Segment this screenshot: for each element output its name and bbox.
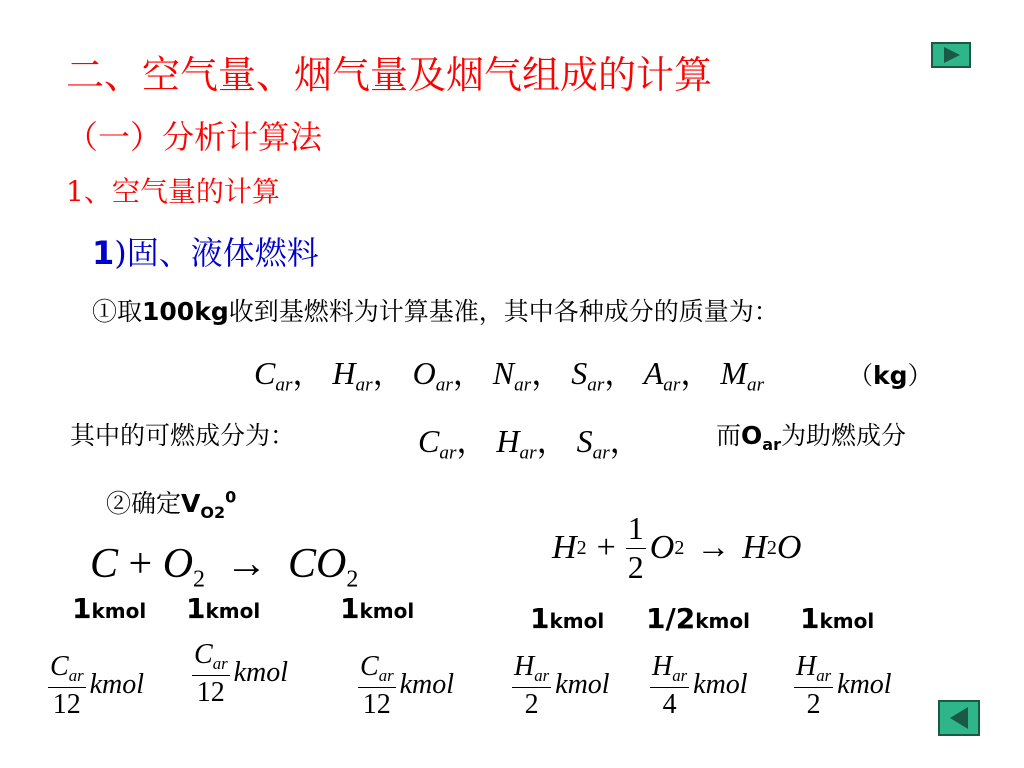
- item-1-prefix: ①取: [92, 297, 143, 326]
- kmol-h2o: 1kmol: [800, 602, 875, 635]
- unit-label: （kg）: [848, 361, 933, 390]
- fraction-h-2: $\frac{H_{ar}}{4}$ kmol: [652, 651, 748, 720]
- oxidant-note: 而$O_{ar}$为助燃成分: [716, 421, 906, 454]
- component-list: $C_{ar}$， $H_{ar}$， $O_{ar}$， $N_{ar}$， $S_{ar}$， $A_{ar}$， $M_{ar}$: [254, 355, 765, 396]
- sub-subsection-text: )固、液体燃料: [114, 234, 319, 272]
- play-left-icon: [940, 702, 978, 734]
- fraction-c-3: $\frac{C_{ar}}{12}$ kmol: [360, 651, 455, 720]
- fraction-h-1: $\frac{H_{ar}}{2}$ kmol: [514, 651, 610, 720]
- kmol-c: 1kmol: [72, 592, 147, 625]
- equation-carbon: $C + O_2 \to CO_2$: [90, 541, 359, 593]
- back-slide-button[interactable]: [938, 700, 980, 736]
- item-2-text: ②确定$V_{O2}^0$: [106, 487, 237, 522]
- item-1-bold: 100kg: [142, 297, 229, 326]
- sub-subsection-number: 1: [92, 234, 115, 272]
- slide-title: 二、空气量、烟气量及烟气组成的计算: [66, 53, 713, 97]
- kmol-co2: 1kmol: [340, 592, 415, 625]
- fraction-c-1: $\frac{C_{ar}}{12}$ kmol: [50, 651, 145, 720]
- kmol-o2: 1kmol: [186, 592, 261, 625]
- kmol-h2: 1kmol: [530, 602, 605, 635]
- item-1-rest: 收到基燃料为计算基准，其中各种成分的质量为：: [228, 297, 779, 326]
- next-slide-button[interactable]: [931, 42, 971, 68]
- fraction-h-3: $\frac{H_{ar}}{2}$ kmol: [796, 651, 892, 720]
- combustible-list: $C_{ar}$， $H_{ar}$， $S_{ar}$，: [418, 423, 642, 464]
- half-fraction: $\frac{1}{2}$: [627, 510, 644, 585]
- fraction-c-2: $\frac{C_{ar}}{12}$ kmol: [194, 639, 289, 708]
- subsection-heading: 1、空气量的计算: [66, 175, 280, 208]
- equation-hydrogen: H 2 + $\frac{1}{2}$ O 2 → H 2 O: [552, 510, 802, 585]
- sub-subsection-heading: [92, 228, 319, 274]
- combustible-label: 其中的可燃成分为：: [70, 421, 296, 450]
- kmol-half-o2: 1/2kmol: [646, 602, 750, 635]
- section-heading: （一）分析计算法: [66, 118, 323, 156]
- play-right-icon: [933, 44, 969, 66]
- item-1-text: [92, 292, 779, 328]
